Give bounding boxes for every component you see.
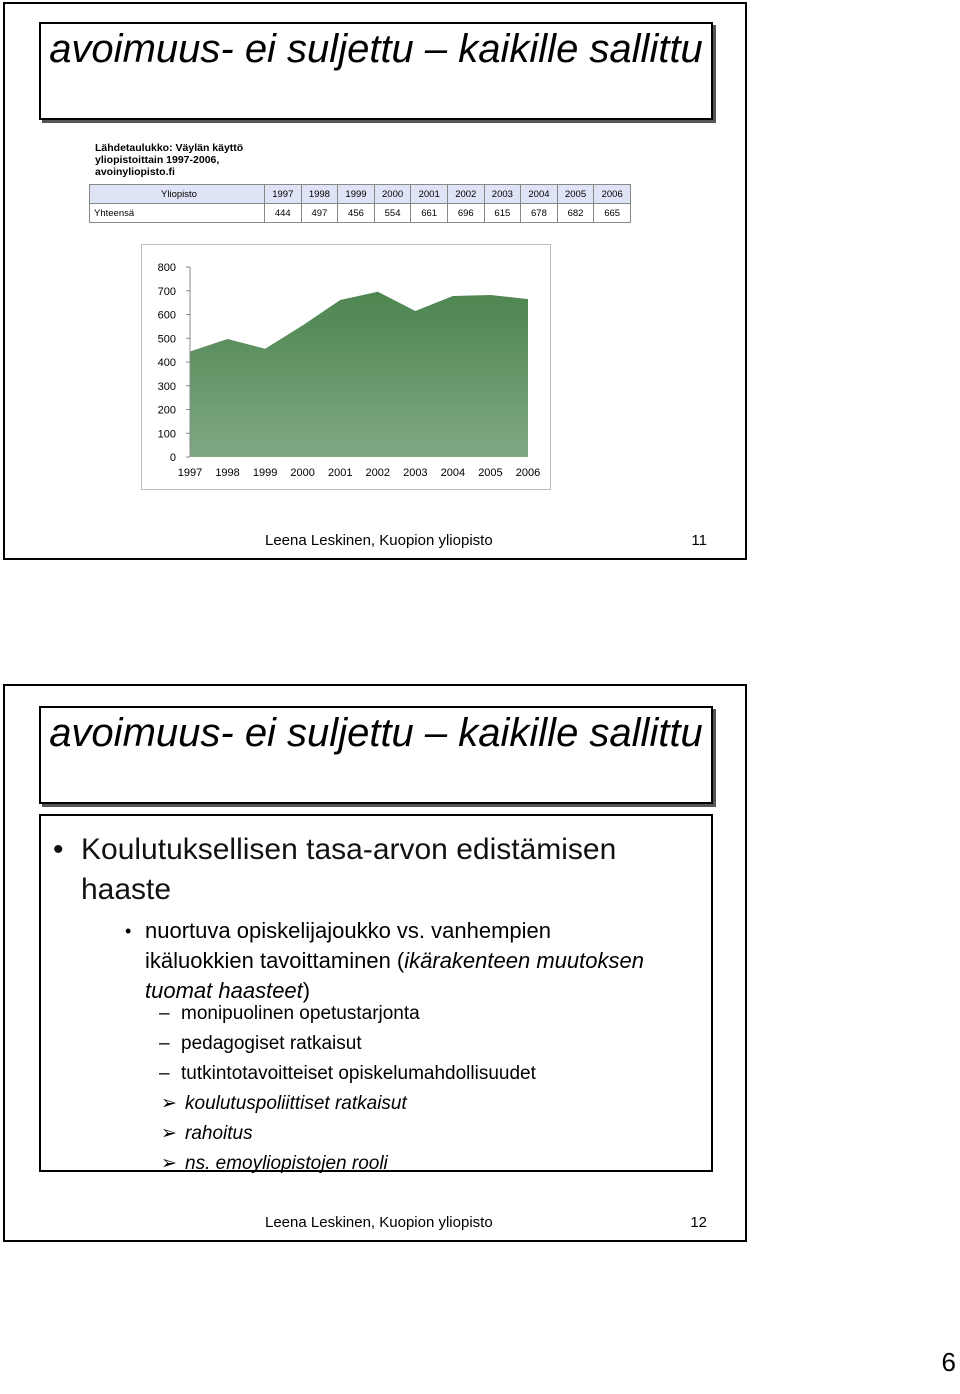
table-cell: 456 [338, 204, 375, 223]
source-line: yliopistoittain 1997-2006, [95, 154, 220, 166]
slide-content [39, 814, 713, 1172]
table-header-cell: 2005 [557, 185, 594, 204]
table-header-cell: Yliopisto [90, 185, 265, 204]
table-row-label: Yhteensä [90, 204, 265, 223]
table-row [90, 204, 631, 223]
table-header-cell: 1999 [338, 185, 375, 204]
x-tick-label: 2005 [478, 467, 503, 479]
slide-number: 12 [690, 1214, 707, 1231]
area-series [190, 292, 528, 457]
dash-icon: – [159, 1063, 170, 1084]
dash-item [159, 1032, 362, 1056]
bullet-text: Koulutuksellisen tasa-arvon edistämisen haaste [81, 833, 617, 906]
source-note [95, 142, 285, 178]
y-tick-label: 600 [157, 309, 176, 322]
arrow-item-text: koulutuspoliittiset ratkaisut [185, 1093, 407, 1114]
footer-author: Leena Leskinen, Kuopion yliopisto [265, 532, 493, 549]
slide-title: avoimuus- ei suljettu – kaikille sallittu [39, 22, 713, 120]
dash-item [159, 1002, 420, 1026]
x-tick-label: 2006 [515, 467, 541, 479]
arrow-bullet-icon: ➢ [161, 1153, 177, 1174]
bullet-level2 [125, 916, 645, 1006]
y-tick-label: 500 [157, 333, 176, 346]
bullet-icon: • [125, 921, 132, 941]
table-header-cell: 2004 [521, 185, 558, 204]
table-cell: 682 [557, 204, 594, 223]
slide-12 [3, 684, 747, 1242]
bullet-text: nuortuva opiskelijajoukko vs. vanhempien ikäluokkien tavoittaminen ( [145, 918, 552, 973]
bullet-text-close: ) [302, 978, 311, 1003]
x-tick-label: 2001 [327, 467, 353, 479]
table-header-cell: 1997 [265, 185, 302, 204]
dash-item-text: tutkintotavoitteiset opiskelumahdollisuudet [181, 1063, 536, 1084]
dash-item-text: pedagogiset ratkaisut [181, 1033, 362, 1054]
y-tick-label: 100 [157, 428, 176, 441]
table-cell: 554 [374, 204, 411, 223]
arrow-bullet-icon: ➢ [161, 1123, 177, 1144]
x-tick-label: 2004 [440, 467, 466, 479]
y-tick-label: 0 [169, 452, 176, 464]
y-tick-label: 400 [157, 357, 176, 369]
table-header-cell: 2002 [447, 185, 484, 204]
bullet-level1 [53, 830, 691, 910]
y-tick-label: 800 [157, 262, 176, 274]
table-cell: 696 [447, 204, 484, 223]
area-chart [141, 244, 551, 490]
y-tick-label: 300 [157, 380, 176, 393]
source-line: Lähdetaulukko: Väylän käyttö [95, 142, 244, 154]
table-header-cell: 2006 [594, 185, 631, 204]
table-header-cell: 2001 [411, 185, 448, 204]
chart-canvas [142, 245, 550, 489]
x-tick-label: 2003 [403, 467, 428, 479]
table-cell: 497 [301, 204, 338, 223]
y-tick-label: 700 [157, 285, 176, 298]
arrow-item-text: rahoitus [185, 1123, 253, 1144]
page-number: 6 [941, 1347, 956, 1377]
arrow-bullet-icon: ➢ [161, 1093, 177, 1114]
bullet-text-italic: ikärakenteen muutoksen tuomat haasteet [145, 948, 644, 1003]
x-tick-label: 1998 [215, 467, 240, 479]
slide-title: avoimuus- ei suljettu – kaikille sallittu [39, 706, 713, 804]
x-tick-label: 1997 [177, 467, 203, 479]
table-cell: 444 [265, 204, 302, 223]
dash-icon: – [159, 1033, 170, 1054]
arrow-item [161, 1092, 407, 1116]
x-tick-label: 1999 [252, 467, 278, 479]
table-cell: 678 [521, 204, 558, 223]
table-header-cell: 2003 [484, 185, 521, 204]
table-header-row [90, 185, 631, 204]
y-tick-label: 200 [157, 404, 176, 417]
dash-item-text: monipuolinen opetustarjonta [181, 1003, 420, 1024]
arrow-item-text: ns. emoyliopistojen rooli [185, 1153, 388, 1174]
arrow-item [161, 1122, 253, 1146]
table-header-cell: 1998 [301, 185, 338, 204]
source-line: avoinyliopisto.fi [95, 166, 175, 178]
dash-item [159, 1062, 536, 1086]
usage-table [89, 184, 631, 223]
x-tick-label: 2002 [365, 467, 391, 479]
slide-11 [3, 2, 747, 560]
footer-author: Leena Leskinen, Kuopion yliopisto [265, 1214, 493, 1231]
table-header-cell: 2000 [374, 185, 411, 204]
table-cell: 615 [484, 204, 521, 223]
dash-icon: – [159, 1003, 170, 1024]
slide-number: 11 [691, 532, 707, 549]
x-tick-label: 2000 [290, 467, 315, 479]
bullet-icon: • [53, 833, 64, 866]
table-cell: 665 [594, 204, 631, 223]
arrow-item [161, 1152, 388, 1176]
table-cell: 661 [411, 204, 448, 223]
